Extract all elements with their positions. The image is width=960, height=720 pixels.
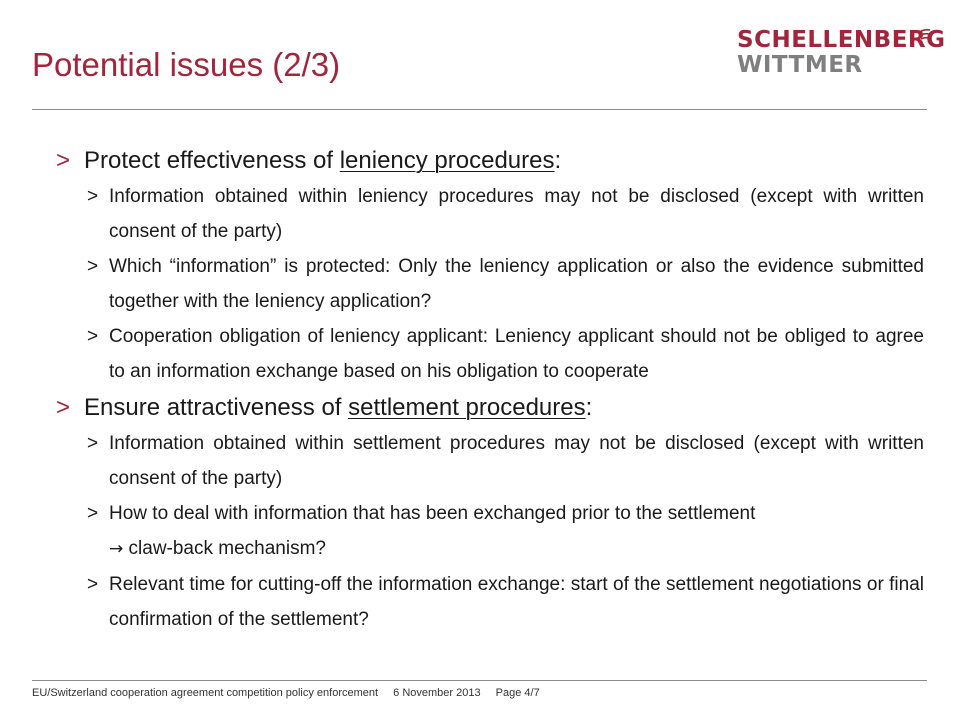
slide-body	[0, 142, 960, 637]
logo-text-line2: WITTMER	[737, 52, 863, 78]
slide-footer	[32, 687, 552, 699]
slide-title: Potential issues (2/3)	[32, 46, 341, 83]
list-item: > How to deal with information that has been exchanged prior to the settlement → claw-back mechanism?	[87, 503, 756, 559]
logo-swoosh-icon	[919, 28, 931, 46]
footer-divider	[32, 680, 927, 681]
settlement-procedures-term: settlement procedures	[348, 394, 586, 421]
bullet-marker: >	[56, 147, 71, 174]
list-item: > Information obtained within leniency procedures may not be disclosed (except with written consent of the party)	[87, 186, 924, 242]
section-heading-settlement: > Ensure attractiveness of settlement procedures:	[0, 389, 960, 426]
footer-date: 6 November 2013	[393, 687, 481, 699]
list-item: > Which “information” is protected: Only the leniency application or also the evidence submitted together with the leniency application?	[87, 256, 924, 312]
header-divider	[32, 109, 927, 110]
list-item: > Relevant time for cutting-off the information exchange: start of the settlement negotiations or final confirmation of the settlement?	[87, 574, 924, 630]
leniency-procedures-term: leniency procedures	[339, 147, 555, 174]
footer-subject: EU/Switzerland cooperation agreement competition policy enforcement	[32, 687, 379, 699]
list-item: > Cooperation obligation of leniency applicant: Leniency applicant should not be obliged to agree to an information exchange based on his obligation to cooperate	[87, 326, 924, 382]
company-logo	[737, 27, 946, 78]
list-item: > Information obtained within settlement procedures may not be disclosed (except with written consent of the party)	[87, 433, 924, 489]
section-heading-leniency: > Protect effectiveness of leniency procedures:	[0, 142, 960, 179]
bullet-marker: >	[56, 394, 71, 421]
footer-page-number: Page 4/7	[495, 687, 540, 699]
arrow-right-icon: →	[109, 539, 124, 559]
logo-text-line1: SCHELLENBERG	[737, 27, 946, 53]
